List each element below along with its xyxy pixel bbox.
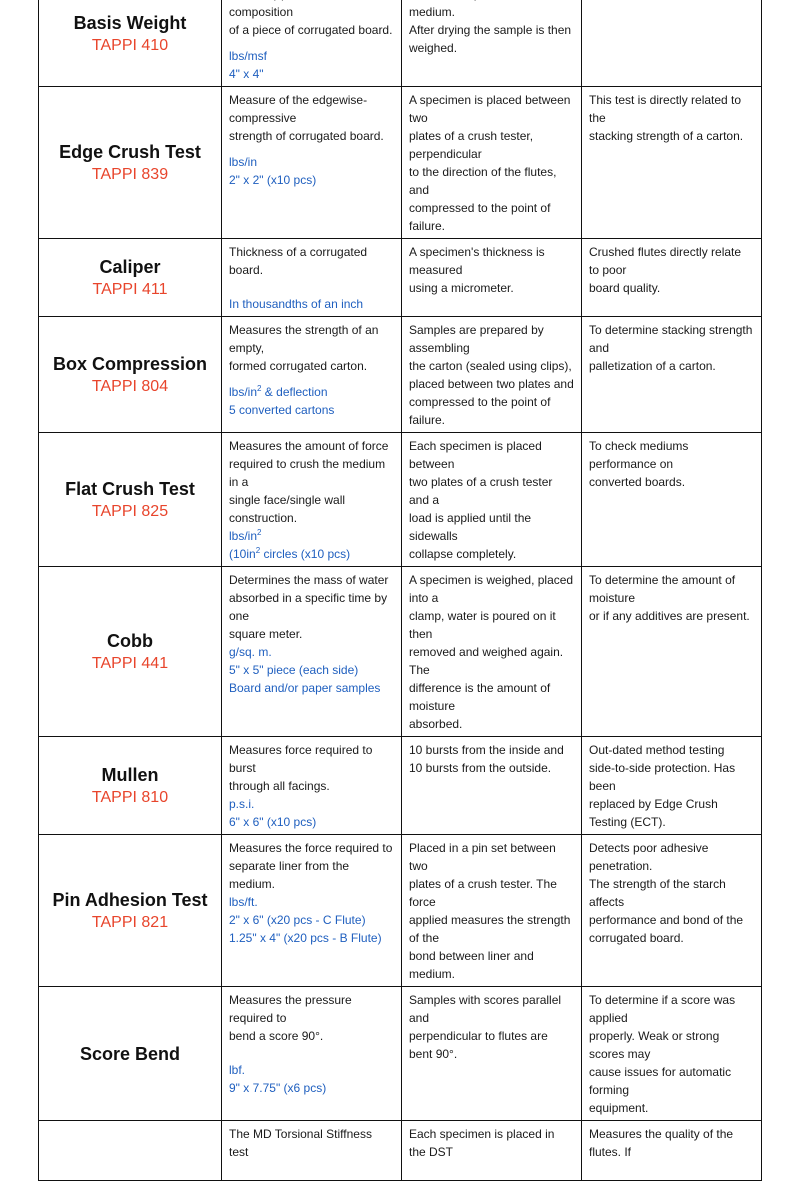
test-name-cell [39,239,222,317]
test-name-cell [39,0,222,87]
purpose-line: To determine if a score was applied [589,993,736,1025]
units-line: g/sq. m. [229,645,272,659]
definition-cell [222,737,402,835]
table-row [39,433,762,567]
purpose-line: stacking strength of a carton. [589,129,744,143]
purpose-line: Detects poor adhesive penetration. [589,841,709,873]
procedure-line: Each specimen is placed between [409,439,542,471]
purpose-cell [582,567,762,737]
purpose-line: To check mediums performance on [589,439,689,471]
definition-line: The MD Torsional Stiffness test [229,1127,372,1159]
purpose-cell [582,87,762,239]
definition-line: strength of corrugated board. [229,129,384,143]
sample-size-line: ($10in^2$ circles (x10 pcs) [229,546,351,561]
table-row [39,737,762,835]
purpose-line: board quality. [589,281,661,295]
procedure-line: compressed to the point of failure. [409,395,551,427]
procedure-line: removed and weighed again. The [409,645,564,677]
definition-line: Measures the pressure required to [229,993,352,1025]
tappi-code: TAPPI 810 [91,788,169,806]
definition-line: of a piece of corrugated board. [229,23,393,37]
purpose-cell [582,0,762,87]
definition-cell [222,567,402,737]
procedure-line: medium. [409,5,456,19]
procedure-line: 10 bursts from the inside and [409,743,564,757]
procedure-line: A specimen's thickness is measured [409,245,545,277]
test-name: Flat Crush Test [65,478,195,499]
definition-line: single face/single wall construction. [229,493,346,525]
test-name: Edge Crush Test [59,141,201,162]
procedure-cell [402,433,582,567]
purpose-line: side-to-side protection. Has been [589,761,736,793]
procedure-cell [402,737,582,835]
purpose-line: This test is directly related to the [589,93,742,125]
procedure-cell [402,87,582,239]
table-row [39,835,762,987]
procedure-line: A specimen is placed between two [409,93,571,125]
table-row [39,0,762,87]
definition-line: required to crush the medium in a [229,457,386,489]
definition-line: Measures force required to burst [229,743,373,775]
procedure-line: A specimen is weighed, placed into a [409,573,574,605]
purpose-line: To determine stacking strength and [589,323,753,355]
definition-line: Determines the mass of water [229,573,389,587]
procedure-line: the carton (sealed using clips), [409,359,572,373]
units-line: lbs/$in^2$ & deflection [229,384,328,399]
sample-size-line: 5 converted cartons [229,403,335,417]
purpose-cell [582,433,762,567]
procedure-cell [402,835,582,987]
procedure-line: two plates of a crush tester and a [409,475,553,507]
purpose-cell [582,987,762,1121]
definition-line: Measure of the edgewise-compressive [229,93,368,125]
procedure-cell [402,987,582,1121]
test-name: Mullen [101,764,159,785]
definition-cell [222,87,402,239]
table-row [39,87,762,239]
definition-cell [222,987,402,1121]
tappi-code: TAPPI 821 [91,913,169,931]
procedure-line: clamp, water is poured on it then [409,609,556,641]
procedure-line: plates of a crush tester, perpendicular [409,129,534,161]
procedure-cell [402,1121,582,1181]
test-name-cell [39,433,222,567]
procedure-line: applied measures the strength of the [409,913,571,945]
tappi-code: TAPPI 441 [91,654,169,672]
definition-line: separate liner from the medium. [229,859,350,891]
procedure-cell [402,239,582,317]
test-methods-sheet [38,0,761,1181]
procedure-line: using a micrometer. [409,281,514,295]
procedure-line: Placed in a pin set between two [409,841,556,873]
procedure-line: perpendicular to flutes are bent 90°. [409,1029,548,1061]
test-name: Caliper [99,256,161,277]
units-line: lbf. [229,1063,246,1077]
purpose-line: or if any additives are present. [589,609,750,623]
definition-line: absorbed in a specific time by one [229,591,388,623]
table-row [39,987,762,1121]
table-row [39,1121,762,1181]
test-name: Pin Adhesion Test [52,889,208,910]
test-name-cell [39,737,222,835]
procedure-line: plates of a crush tester. The force [409,877,557,909]
procedure-line: Samples with scores parallel and [409,993,562,1025]
definition-line: Measures the strength of an empty, [229,323,379,355]
procedure-line: After drying the sample is then [409,23,572,37]
sample-size-line: 1.25" x 4" (x20 pcs - B Flute) [229,931,382,945]
definition-cell [222,835,402,987]
purpose-line: palletization of a carton. [589,359,716,373]
definition-line: Thickness of a corrugated board. [229,245,368,277]
purpose-line: cause issues for automatic forming [589,1065,732,1097]
procedure-line: bond between liner and medium. [409,949,534,981]
purpose-line: properly. Weak or strong scores may [589,1029,720,1061]
test-name-cell [39,317,222,433]
test-name: Basis Weight [73,12,187,33]
purpose-line: Out-dated method testing [589,743,725,757]
test-name: Cobb [107,630,153,651]
sample-size-line: 6" x 6" (x10 pcs) [229,815,317,829]
units-line: lbs/$in^2$ [229,528,262,543]
test-name-cell [39,835,222,987]
test-name: Score Bend [79,1043,181,1064]
tappi-code: TAPPI 411 [92,280,168,298]
tappi-code: TAPPI 410 [91,36,169,54]
test-name: Box Compression [52,353,208,374]
purpose-line: equipment. [589,1101,649,1115]
procedure-line: difference is the amount of moisture [409,681,551,713]
purpose-cell [582,239,762,317]
definition-line: Measures the amount of force [229,439,389,453]
definition-line: composition [229,5,294,19]
purpose-line: corrugated board. [589,931,684,945]
table-row [39,567,762,737]
procedure-line: weighed. [409,41,458,55]
purpose-cell [582,737,762,835]
definition-line: square meter. [229,627,303,641]
sample-type-line: Board and/or paper samples [229,681,381,695]
table-row [39,239,762,317]
purpose-line: Crushed flutes directly relate to poor [589,245,742,277]
sample-size-line: 2" x 2" (x10 pcs) [229,173,317,187]
procedure-cell [402,567,582,737]
procedure-line: collapse completely. [409,547,517,561]
tappi-code: TAPPI 825 [91,502,169,520]
sample-size-line: 9" x 7.75" (x6 pcs) [229,1081,327,1095]
procedure-line: Each specimen is placed in the DST [409,1127,555,1159]
procedure-cell [402,0,582,87]
definition-line: Measures the force required to [229,841,393,855]
sample-size-line: 4" x 4" [229,67,264,81]
sample-size-line: 5" x 5" piece (each side) [229,663,359,677]
definition-cell [222,317,402,433]
test-name-cell [39,567,222,737]
test-name-cell [39,987,222,1121]
units-line: lbs/in [229,155,258,169]
definition-line: formed corrugated carton. [229,359,368,373]
purpose-line: To determine the amount of moisture [589,573,736,605]
table-row [39,317,762,433]
units-line: p.s.i. [229,797,255,811]
tappi-code: TAPPI 839 [91,165,169,183]
test-name-cell [39,1121,222,1181]
tappi-code: TAPPI 804 [91,377,169,395]
purpose-cell [582,1121,762,1181]
definition-cell [222,239,402,317]
procedure-line: absorbed. [409,717,463,731]
procedure-cell [402,317,582,433]
sample-size-line: 2" x 6" (x20 pcs - C Flute) [229,913,366,927]
definition-cell [222,0,402,87]
definition-cell [222,433,402,567]
test-methods-table [38,0,762,1181]
units-line: lbs/msf [229,49,268,63]
procedure-line: 10 bursts from the outside. [409,761,552,775]
procedure-line: to the direction of the flutes, and [409,165,557,197]
definition-line: bend a score 90°. [229,1029,324,1043]
purpose-line: Measures the quality of the flutes. If [589,1127,734,1159]
purpose-line: replaced by Edge Crush Testing (ECT). [589,797,718,829]
units-line: lbs/ft. [229,895,258,909]
definition-line: through all facings. [229,779,330,793]
definition-cell [222,1121,402,1181]
purpose-line: converted boards. [589,475,686,489]
procedure-line: load is applied until the sidewalls [409,511,532,543]
test-name-cell [39,87,222,239]
procedure-line: placed between two plates and [409,377,574,391]
purpose-cell [582,317,762,433]
purpose-line: The strength of the starch affects [589,877,726,909]
procedure-line: Samples are prepared by assembling [409,323,544,355]
units-line: In thousandths of an inch [229,297,364,311]
purpose-line: performance and bond of the [589,913,744,927]
purpose-cell [582,835,762,987]
procedure-line: compressed to the point of failure. [409,201,551,233]
